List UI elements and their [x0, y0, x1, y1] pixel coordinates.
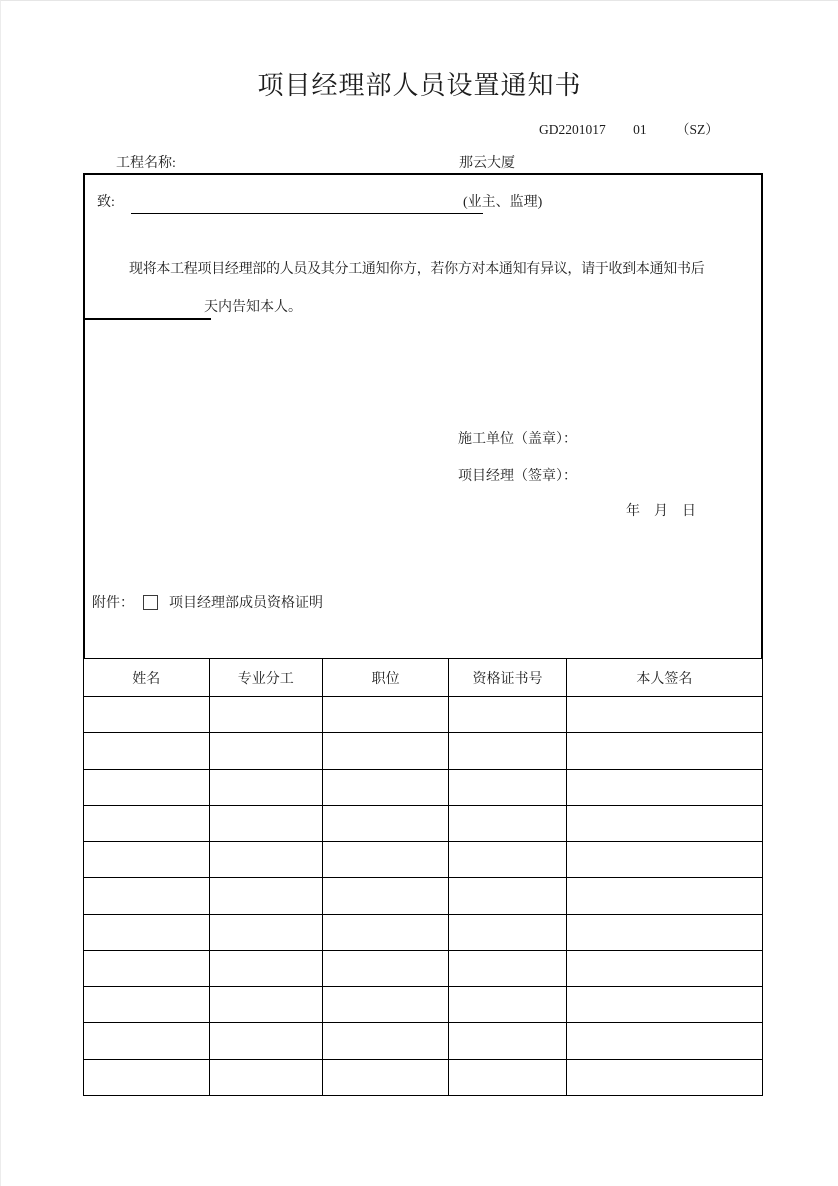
table-cell[interactable]	[566, 769, 762, 805]
table-cell[interactable]	[84, 805, 210, 841]
table-cell[interactable]	[323, 878, 449, 914]
to-input-line[interactable]	[131, 195, 483, 214]
table-cell[interactable]	[566, 805, 762, 841]
table-cell[interactable]	[209, 697, 322, 733]
form-box	[83, 173, 763, 1094]
table-cell[interactable]	[449, 769, 566, 805]
to-label: 致:	[97, 195, 115, 210]
table-cell[interactable]	[84, 697, 210, 733]
table-cell[interactable]	[209, 733, 322, 769]
attachment-item-label: 项目经理部成员资格证明	[169, 596, 323, 611]
doc-code-number: GD2201017	[539, 122, 606, 137]
table-cell[interactable]	[323, 1059, 449, 1095]
table-cell[interactable]	[566, 733, 762, 769]
days-input-line[interactable]	[83, 301, 211, 320]
table-cell[interactable]	[323, 842, 449, 878]
table-cell[interactable]	[84, 878, 210, 914]
table-cell[interactable]	[323, 769, 449, 805]
table-row	[84, 697, 763, 733]
table-cell[interactable]	[84, 733, 210, 769]
table-cell[interactable]	[323, 950, 449, 986]
table-cell[interactable]	[209, 769, 322, 805]
table-header-row	[84, 659, 763, 697]
page-title: 项目经理部人员设置通知书	[257, 71, 582, 100]
table-cell[interactable]	[449, 842, 566, 878]
col-header-specialty: 专业分工	[209, 659, 322, 697]
table-cell[interactable]	[449, 1023, 566, 1059]
table-cell[interactable]	[323, 1023, 449, 1059]
table-row	[84, 769, 763, 805]
table-cell[interactable]	[449, 697, 566, 733]
table-cell[interactable]	[84, 1059, 210, 1095]
table-row	[84, 914, 763, 950]
doc-code	[539, 118, 719, 138]
body-text-line1: 现将本工程项目经理部的人员及其分工通知你方，若你方对本通知有异议，请于收到本通知书后	[129, 262, 705, 277]
table-cell[interactable]	[566, 950, 762, 986]
table-cell[interactable]	[566, 914, 762, 950]
table-row	[84, 805, 763, 841]
table-row	[84, 1059, 763, 1095]
table-cell[interactable]	[84, 1023, 210, 1059]
table-cell[interactable]	[84, 842, 210, 878]
table-cell[interactable]	[566, 697, 762, 733]
doc-code-revision: 01	[633, 122, 647, 137]
col-header-position: 职位	[323, 659, 449, 697]
attachment-row	[92, 592, 323, 612]
attachment-label: 附件：	[92, 596, 134, 611]
table-cell[interactable]	[323, 987, 449, 1023]
table-cell[interactable]	[449, 1059, 566, 1095]
table-cell[interactable]	[323, 697, 449, 733]
table-cell[interactable]	[323, 733, 449, 769]
table-cell[interactable]	[566, 987, 762, 1023]
table-cell[interactable]	[84, 914, 210, 950]
col-header-name: 姓名	[84, 659, 210, 697]
table-cell[interactable]	[84, 950, 210, 986]
table-row	[84, 950, 763, 986]
table-cell[interactable]	[566, 1059, 762, 1095]
table-cell[interactable]	[84, 987, 210, 1023]
table-cell[interactable]	[209, 1059, 322, 1095]
table-cell[interactable]	[449, 805, 566, 841]
table-cell[interactable]	[449, 987, 566, 1023]
project-name-value: 那云大厦	[459, 156, 515, 171]
project-name-label: 工程名称:	[116, 156, 176, 171]
project-manager-sign-label: 项目经理（签章）：	[458, 469, 577, 484]
table-row	[84, 987, 763, 1023]
table-row	[84, 842, 763, 878]
table-cell[interactable]	[323, 805, 449, 841]
table-cell[interactable]	[566, 842, 762, 878]
attachment-checkbox[interactable]	[143, 595, 158, 610]
table-row	[84, 1023, 763, 1059]
table-cell[interactable]	[323, 914, 449, 950]
table-cell[interactable]	[209, 842, 322, 878]
table-cell[interactable]	[449, 733, 566, 769]
recipient-hint: (业主、监理)	[463, 195, 543, 210]
table-cell[interactable]	[209, 878, 322, 914]
table-cell[interactable]	[566, 1023, 762, 1059]
table-cell[interactable]	[566, 878, 762, 914]
personnel-table	[83, 658, 763, 1096]
date-ymd-label: 年 月 日	[626, 504, 696, 519]
body-text-line2: 天内告知本人。	[204, 300, 302, 315]
table-cell[interactable]	[449, 914, 566, 950]
construction-unit-seal-label: 施工单位（盖章）：	[458, 432, 577, 447]
table-cell[interactable]	[209, 914, 322, 950]
table-cell[interactable]	[449, 878, 566, 914]
table-cell[interactable]	[209, 805, 322, 841]
doc-code-suffix: （SZ）	[676, 122, 719, 137]
table-cell[interactable]	[84, 769, 210, 805]
personnel-table-body	[84, 697, 763, 1096]
table-cell[interactable]	[209, 987, 322, 1023]
table-cell[interactable]	[209, 950, 322, 986]
col-header-signature: 本人签名	[566, 659, 762, 697]
table-cell[interactable]	[209, 1023, 322, 1059]
col-header-certificate-no: 资格证书号	[449, 659, 566, 697]
table-cell[interactable]	[449, 950, 566, 986]
table-row	[84, 878, 763, 914]
table-row	[84, 733, 763, 769]
